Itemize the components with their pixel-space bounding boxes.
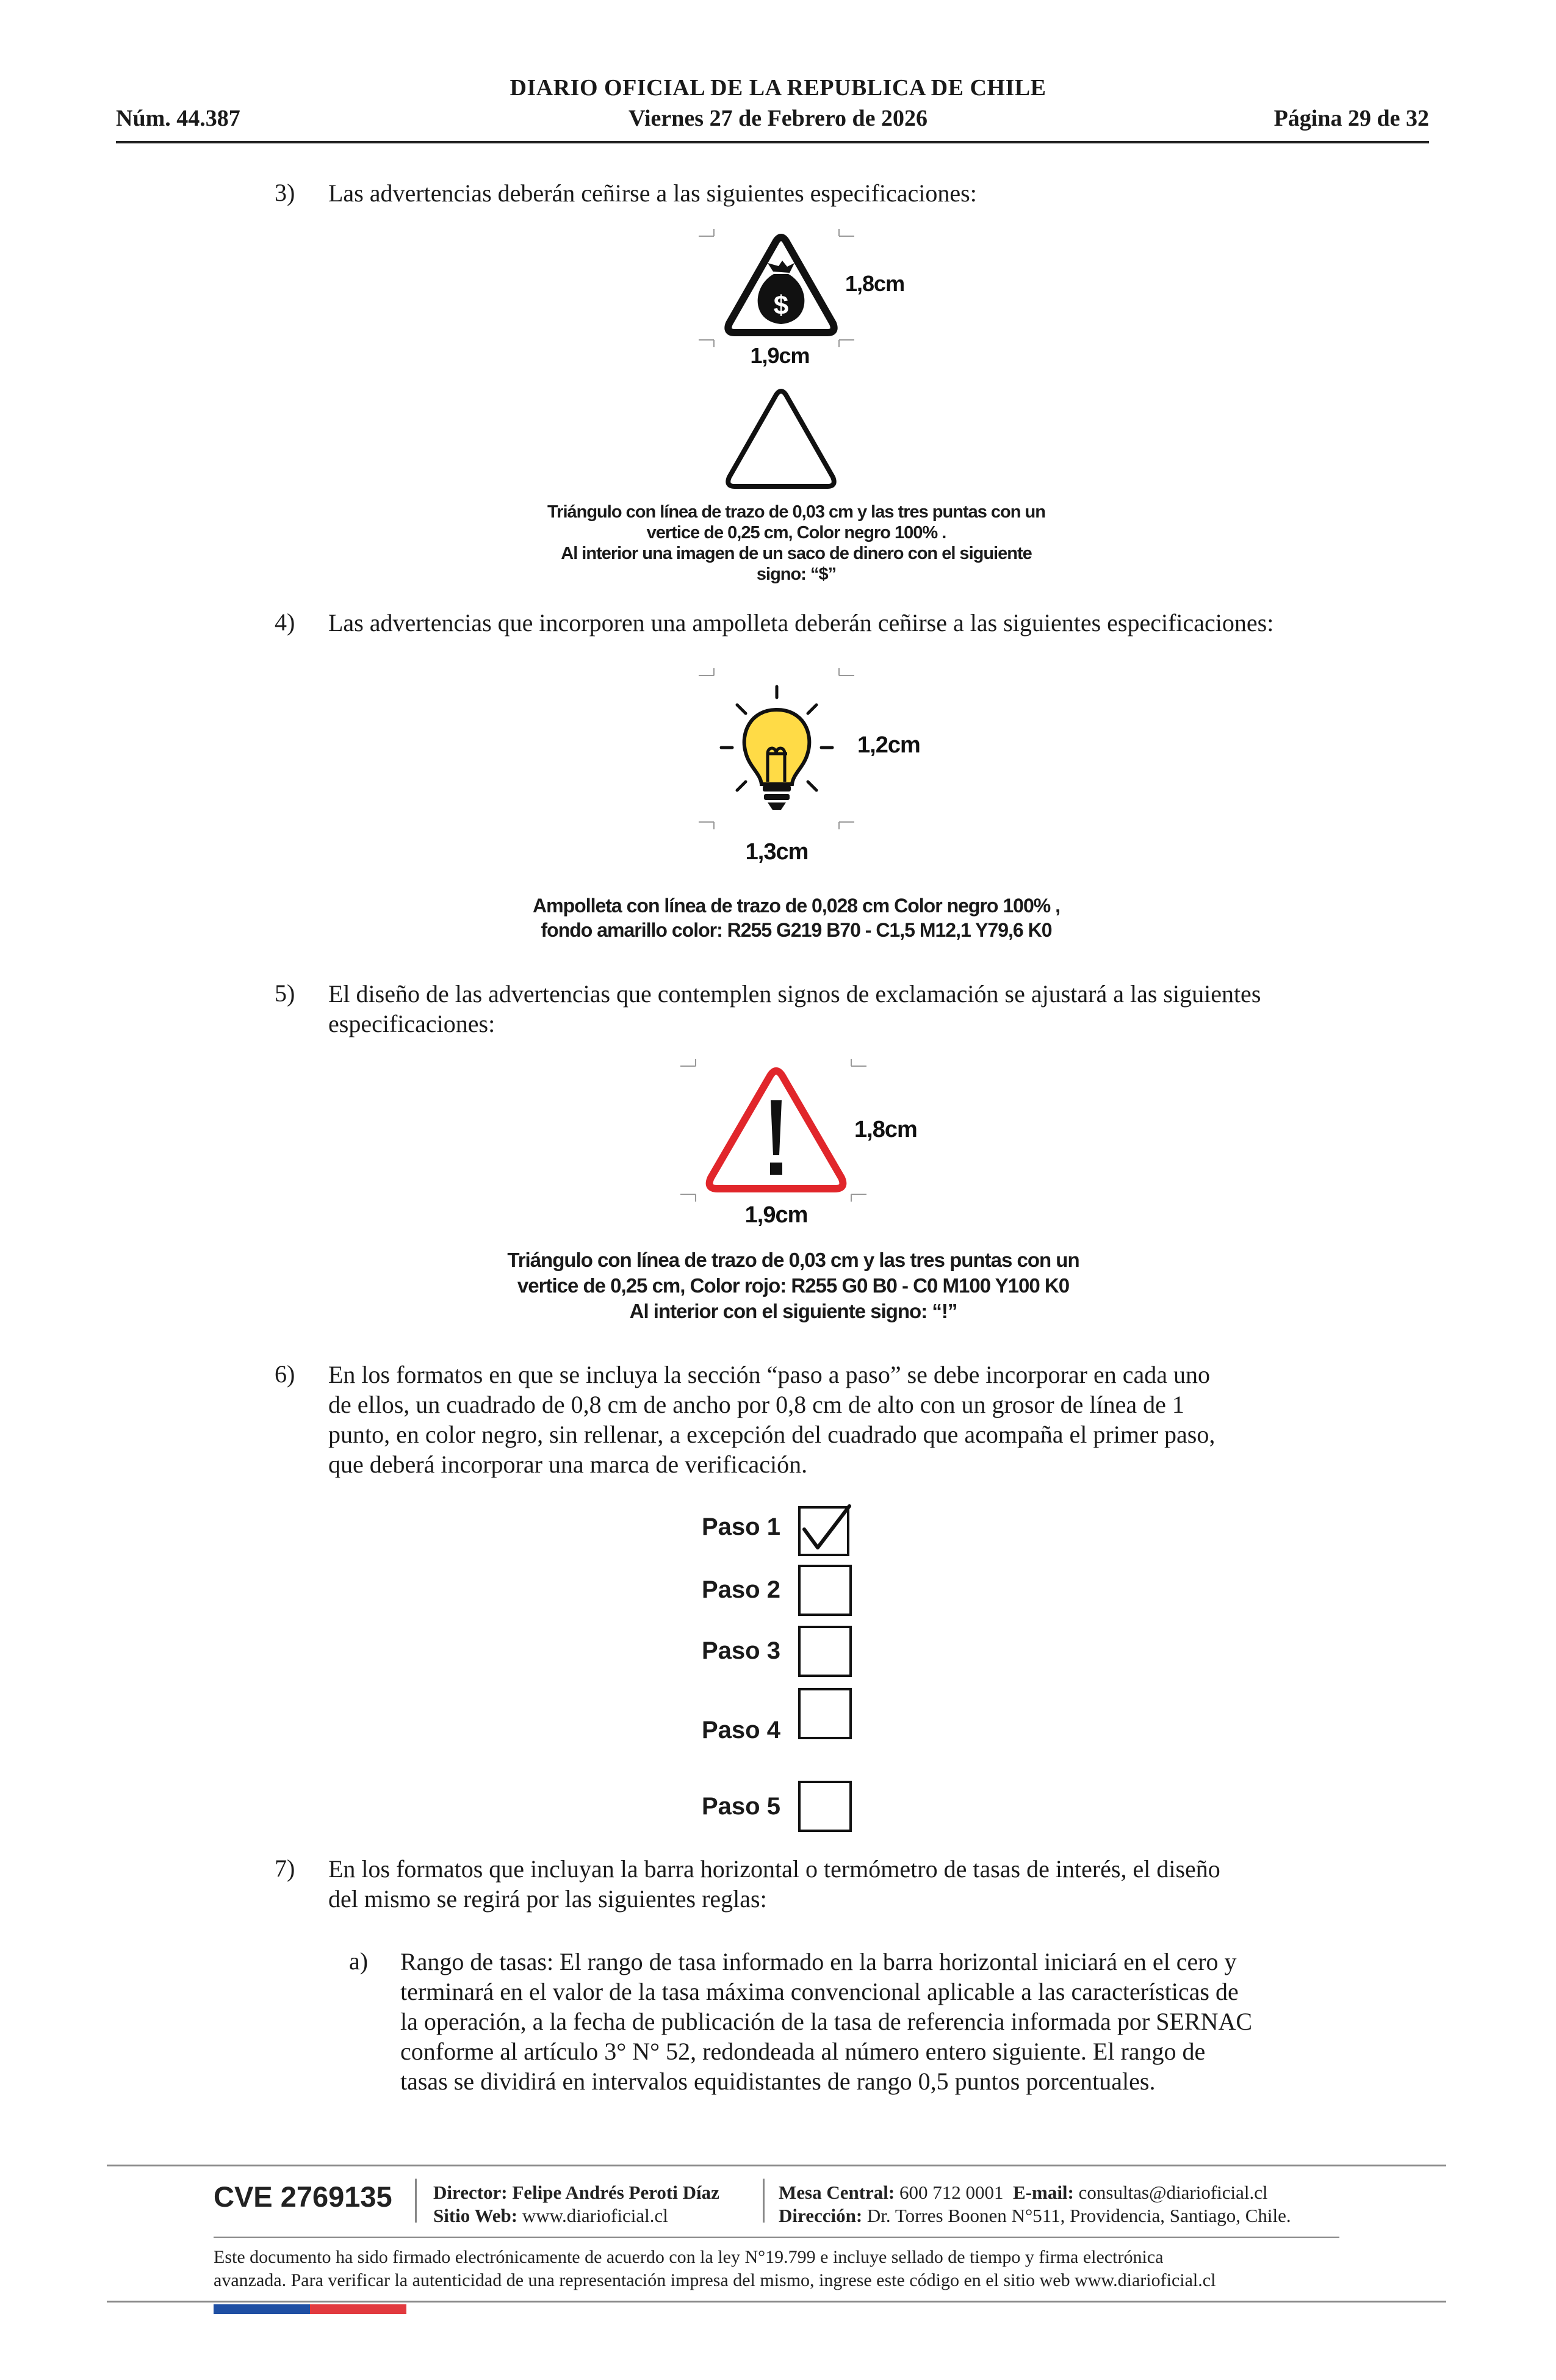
bulb-figure-caption: Ampolleta con línea de trazo de 0,028 cm Color negro 100% , fondo amarillo color: R255 G219 B70 - C1,5 M12,1 Y79,6 K0 <box>533 895 1060 941</box>
bulb-warning-figure <box>690 662 946 870</box>
item-7a-line-2: terminará en el valor de la tasa máxima convencional aplicable a las características de <box>400 1978 1239 2005</box>
outline-triangle <box>728 391 834 486</box>
step-label-3: Paso 3 <box>702 1637 780 1664</box>
verification-notice: Este documento ha sido firmado electrónicamente de acuerdo con la ley N°19.799 e incluye sellado de tiempo y firma electrónica avanzada. Para verificar la autenticidad de una representación impresa del mismo, ingrese este código en el sitio web www.diarioficial.cl <box>214 2247 1216 2290</box>
item-4-line-1: Las advertencias que incorporen una ampolleta deberán ceñirse a las siguientes especificaciones: <box>328 609 1274 636</box>
email-link[interactable]: consultas@diarioficial.cl <box>1078 2182 1268 2203</box>
step-checkbox-5 <box>797 1778 853 1834</box>
money-figure-caption: Triángulo con línea de trazo de 0,03 cm y las tres puntas con un vertice de 0,25 cm, Color negro 100% . Al interior una imagen de un saco de dinero con el siguiente signo: “$” <box>547 502 1045 584</box>
step-label-4: Paso 4 <box>702 1717 780 1744</box>
light-bulb-icon <box>744 710 810 810</box>
checkmark-icon <box>804 1506 849 1548</box>
item-6-line-2: de ellos, un cuadrado de 0,8 cm de ancho por 0,8 cm de alto con un grosor de línea de 1 <box>328 1391 1184 1418</box>
cve-code: CVE 2769135 <box>214 2180 392 2213</box>
publication-title: DIARIO OFICIAL DE LA REPUBLICA DE CHILE <box>510 75 1046 101</box>
width-dimension-label: 1,9cm <box>750 343 810 368</box>
flag-stripe-red <box>310 2304 406 2314</box>
item-7-number: 7) <box>275 1855 295 1882</box>
exclamation-warning-icon <box>770 1100 782 1175</box>
item-7a-line-1: Rango de tasas: El rango de tasa informado en la barra horizontal iniciará en el cero y <box>400 1948 1237 1975</box>
item-7a-line-5: tasas se dividirá en intervalos equidistantes de rango 0,5 puntos porcentuales. <box>400 2068 1156 2095</box>
step-checkbox-4 <box>797 1686 853 1742</box>
item-5-number: 5) <box>275 979 295 1007</box>
flag-stripe-blue <box>214 2304 310 2314</box>
item-6-line-1: En los formatos en que se incluya la sección “paso a paso” se debe incorporar en cada uno <box>328 1361 1210 1388</box>
step-checkbox-3 <box>797 1623 853 1679</box>
exclamation-warning-figure <box>671 1053 952 1236</box>
exclamation-width-label: 1,9cm <box>744 1202 808 1228</box>
item-6-text <box>328 1360 1341 1479</box>
money-warning-figure <box>690 223 946 381</box>
item-3-number: 3) <box>275 179 295 206</box>
item-6-line-4: que deberá incorporar una marca de verificación. <box>328 1451 808 1478</box>
empty-triangle-figure <box>708 388 854 497</box>
item-7a-letter: a) <box>349 1947 369 1975</box>
step-label-2: Paso 2 <box>702 1576 780 1603</box>
step-checkbox-1 <box>797 1502 853 1559</box>
step-label-5: Paso 5 <box>702 1793 780 1820</box>
footer-contact-block: Mesa Central: 600 712 0001 E-mail: consultas@diarioficial.cl Dirección: Dr. Torres Boonen N°511, Providencia, Santiago, Chile. <box>779 2182 1291 2226</box>
footer-divider-middle <box>214 2237 1339 2238</box>
money-bag-icon <box>758 261 805 324</box>
item-4-text <box>328 608 1341 638</box>
page-indicator: Página 29 de 32 <box>1273 106 1429 131</box>
item-6-number: 6) <box>275 1360 295 1388</box>
item-5-line-1: El diseño de las advertencias que contemplen signos de exclamación se ajustará a las siguientes <box>328 980 1261 1008</box>
item-7a-text <box>400 1947 1341 2096</box>
exclamation-height-label: 1,8cm <box>854 1117 917 1142</box>
item-7-text <box>328 1854 1341 1914</box>
svg-text:$: $ <box>773 290 789 320</box>
publication-date: Viernes 27 de Febrero de 2026 <box>628 106 928 131</box>
footer-divider-top <box>107 2165 1446 2166</box>
item-6-line-3: punto, en color negro, sin rellenar, a excepción del cuadrado que acompaña el primer paso, <box>328 1421 1216 1448</box>
item-3-line-1: Las advertencias deberán ceñirse a las siguientes especificaciones: <box>328 179 977 207</box>
bulb-height-label: 1,2cm <box>857 732 920 758</box>
footer-director-block: Director: Felipe Andrés Peroti Díaz Sitio Web: www.diarioficial.cl <box>433 2182 719 2226</box>
item-7a-line-4: conforme al artículo 3° N° 52, redondeada al número entero siguiente. El rango de <box>400 2038 1206 2065</box>
item-5-text <box>328 979 1341 1039</box>
item-7a-line-3: la operación, a la fecha de publicación de la tasa de referencia informada por SERNAC <box>400 2008 1253 2035</box>
issue-number: Núm. 44.387 <box>116 106 240 131</box>
footer-divider-bottom <box>107 2301 1446 2302</box>
website-link[interactable]: www.diarioficial.cl <box>522 2205 668 2226</box>
item-7-line-2: del mismo se regirá por las siguientes reglas: <box>328 1885 767 1913</box>
height-dimension-label: 1,8cm <box>845 271 905 296</box>
item-5-line-2: especificaciones: <box>328 1010 495 1037</box>
bulb-width-label: 1,3cm <box>745 839 809 865</box>
item-3-text <box>328 178 1341 208</box>
step-label-1: Paso 1 <box>702 1513 780 1540</box>
header-divider <box>116 141 1429 143</box>
item-4-number: 4) <box>275 608 295 636</box>
step-checkbox-2 <box>797 1562 853 1618</box>
item-7-line-1: En los formatos que incluyan la barra horizontal o termómetro de tasas de interés, el diseño <box>328 1855 1220 1883</box>
exclamation-figure-caption: Triángulo con línea de trazo de 0,03 cm y las tres puntas con un vertice de 0,25 cm, Color rojo: R255 G0 B0 - C0 M100 Y100 K0 Al interior con el siguiente signo: “!” <box>507 1249 1079 1322</box>
footer-separator-1 <box>415 2179 417 2223</box>
footer-separator-2 <box>763 2179 765 2223</box>
